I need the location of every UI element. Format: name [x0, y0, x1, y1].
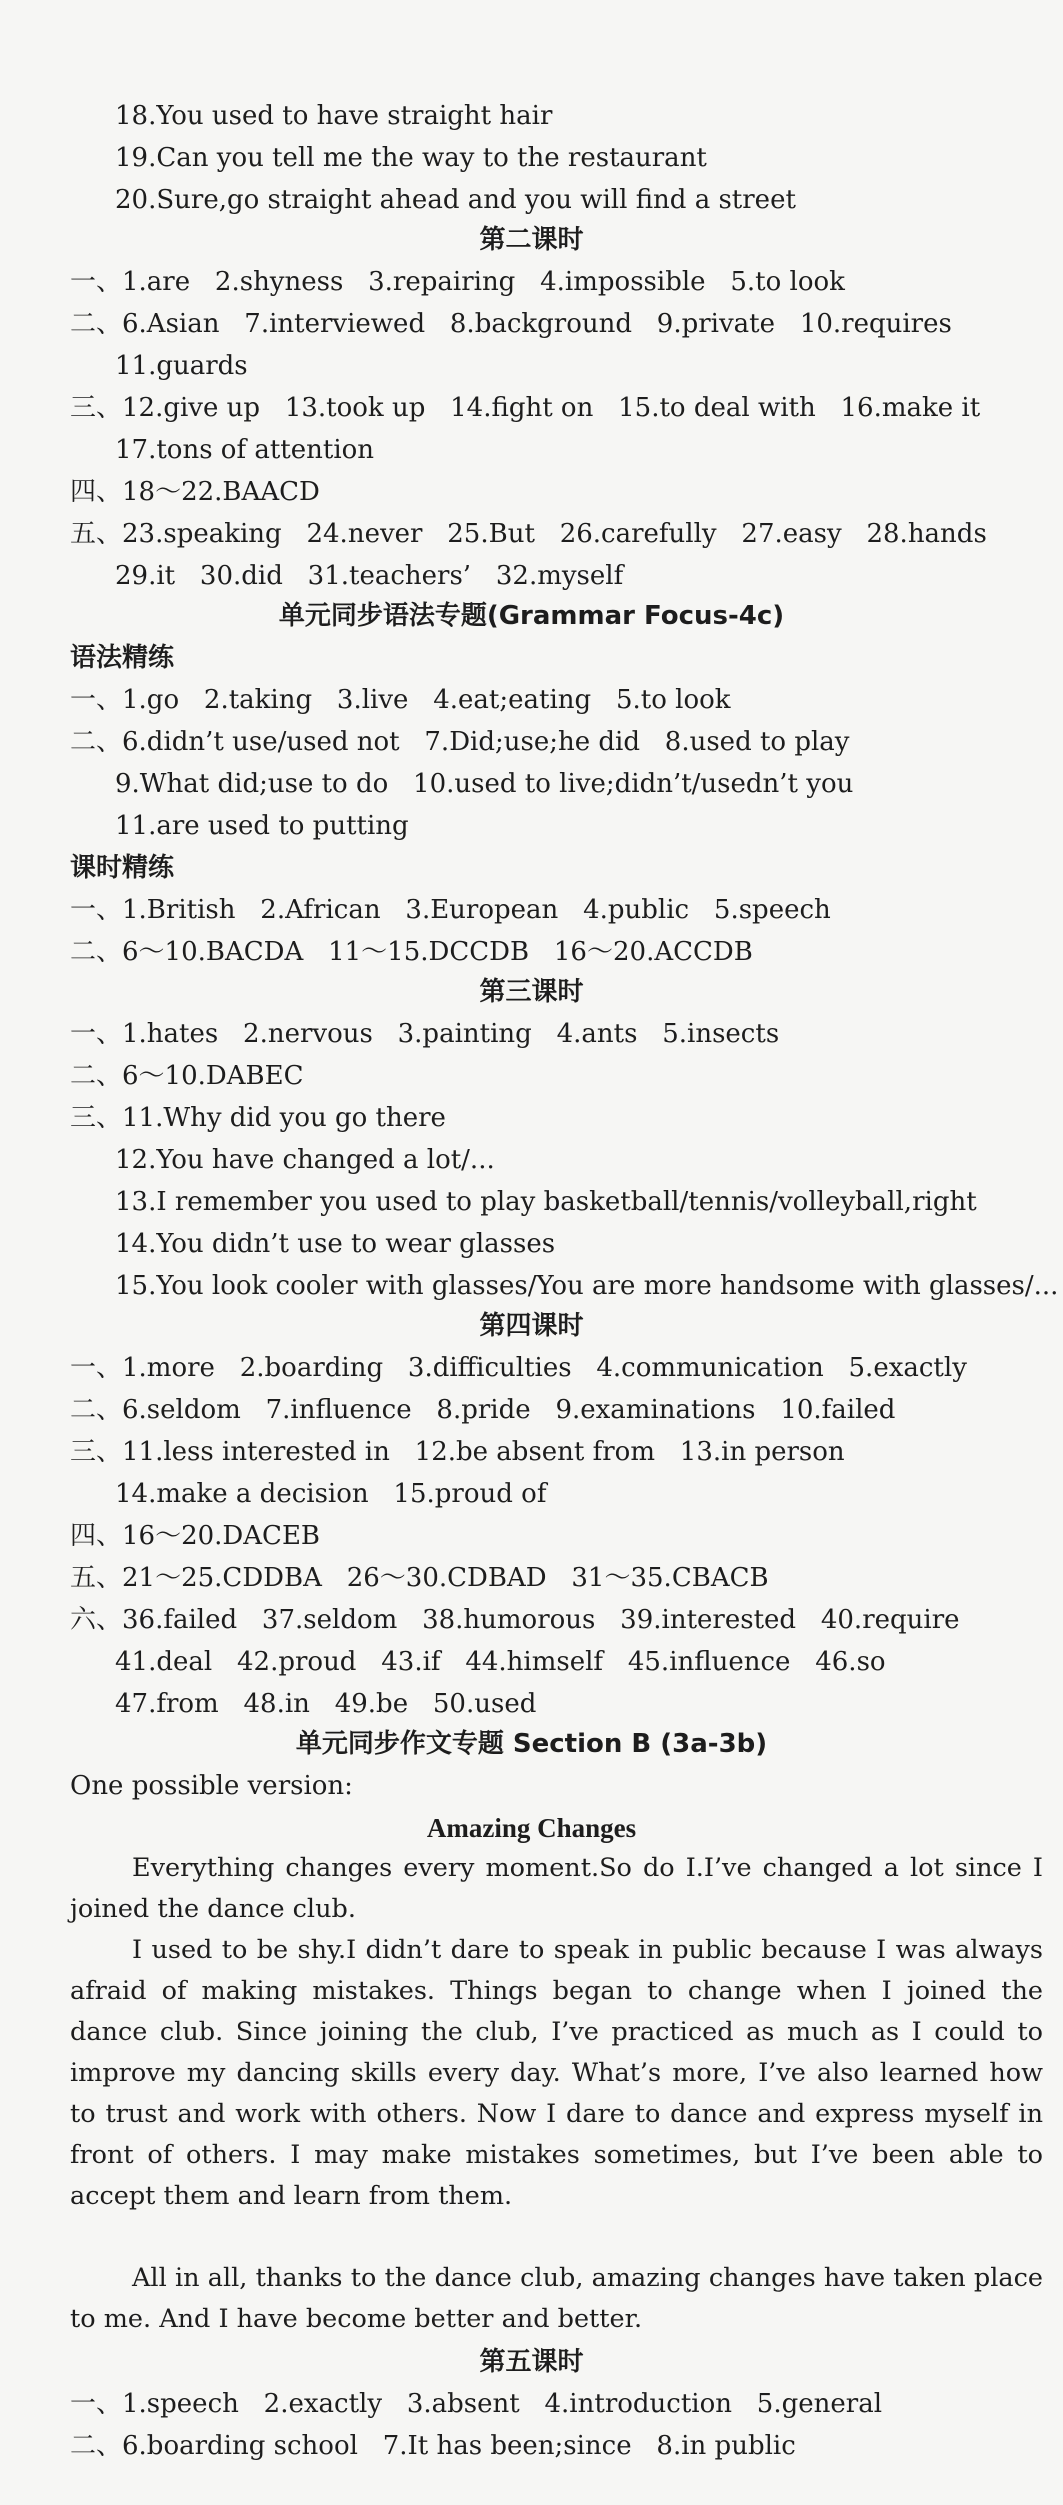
lesson-5-heading: 第五课时 [479, 2347, 584, 2377]
answer-line: 二、6.seldom 7.influence 8.pride 9.examinations 10.failed [70, 1395, 896, 1425]
essay-paragraph: I used to be shy.I didn’t dare to speak in public because I was always afraid of making mistakes. Things began to change when I joined the dance club. Since joining the club, I’ve practiced as much as I could to improve my dancing skills every day. What’s more, I’ve also learned how to trust and work with others. Now I dare to dance and express myself in front of others. I may make mistakes sometimes, but I’ve been able to accept them and learn from them. [70, 1935, 1043, 2211]
answer-line: 二、6.boarding school 7.It has been;since 8.in public [70, 2431, 796, 2461]
essay-title: Amazing Changes [426, 1813, 637, 1843]
grammar-subheading: 语法精练 [70, 643, 175, 673]
answer-line: 二、6.didn’t use/used not 7.Did;use;he did 8.used to play [70, 727, 850, 757]
answer-line: 一、1.British 2.African 3.European 4.public 5.speech [70, 895, 831, 925]
answer-line: 41.deal 42.proud 43.if 44.himself 45.influence 46.so [115, 1647, 886, 1677]
answer-line: 11.guards [115, 351, 248, 381]
answer-line: 二、6～10.DABEC [70, 1061, 304, 1091]
answer-line: 13.I remember you used to play basketball/tennis/volleyball,right [115, 1187, 977, 1217]
answer-line: 一、1.hates 2.nervous 3.painting 4.ants 5.insects [70, 1019, 780, 1049]
answer-line: 六、36.failed 37.seldom 38.humorous 39.interested 40.require [70, 1605, 960, 1635]
writing-intro: One possible version: [70, 1771, 353, 1801]
writing-heading: 单元同步作文专题 Section B (3a-3b) [295, 1729, 768, 1759]
answer-line: 47.from 48.in 49.be 50.used [115, 1689, 537, 1719]
answer-line: 15.You look cooler with glasses/You are more handsome with glasses/... [115, 1271, 1059, 1301]
answer-line: 14.make a decision 15.proud of [115, 1479, 547, 1509]
lesson-3-heading: 第三课时 [479, 977, 584, 1007]
answer-line: 三、11.less interested in 12.be absent from 13.in person [70, 1437, 845, 1467]
answer-line: 17.tons of attention [115, 435, 375, 465]
answer-line: 14.You didn’t use to wear glasses [115, 1229, 556, 1259]
answer-line: 一、1.speech 2.exactly 3.absent 4.introduction 5.general [70, 2389, 883, 2419]
essay-paragraph: Everything changes every moment.So do I.I’ve changed a lot since I joined the dance club. [70, 1853, 1043, 1924]
answer-line: 五、23.speaking 24.never 25.But 26.carefully 27.easy 28.hands [70, 519, 987, 549]
lesson-2-heading: 第二课时 [479, 225, 584, 255]
answer-line: 四、18～22.BAACD [70, 477, 320, 507]
answer-line: 五、21～25.CDDBA 26～30.CDBAD 31～35.CBACB [70, 1563, 769, 1593]
answer-line: 二、6.Asian 7.interviewed 8.background 9.private 10.requires [70, 309, 952, 339]
lesson-4-heading: 第四课时 [479, 1311, 584, 1341]
grammar-subheading: 课时精练 [70, 853, 175, 883]
answer-line: 二、6～10.BACDA 11～15.DCCDB 16～20.ACCDB [70, 937, 753, 967]
answer-line: 三、11.Why did you go there [70, 1103, 446, 1133]
essay-paragraph: All in all, thanks to the dance club, amazing changes have taken place to me. And I have become better and better. [70, 2263, 1043, 2334]
answer-line: 四、16～20.DACEB [70, 1521, 321, 1551]
answer-line: 18.You used to have straight hair [115, 101, 553, 131]
answer-line: 一、1.are 2.shyness 3.repairing 4.impossible 5.to look [70, 267, 845, 297]
answer-line: 29.it 30.did 31.teachers’ 32.myself [115, 561, 624, 591]
grammar-heading: 单元同步语法专题(Grammar Focus-4c) [278, 601, 785, 631]
answer-line: 一、1.go 2.taking 3.live 4.eat;eating 5.to look [70, 685, 731, 715]
answer-line: 一、1.more 2.boarding 3.difficulties 4.communication 5.exactly [70, 1353, 967, 1383]
answer-line: 11.are used to putting [115, 811, 409, 841]
answer-line: 三、12.give up 13.took up 14.fight on 15.to deal with 16.make it [70, 393, 981, 423]
answer-line: 9.What did;use to do 10.used to live;didn’t/usedn’t you [115, 769, 854, 799]
answer-line: 12.You have changed a lot/... [115, 1145, 495, 1175]
answer-line: 19.Can you tell me the way to the restaurant [115, 143, 707, 173]
answer-line: 20.Sure,go straight ahead and you will find a street [115, 185, 796, 215]
